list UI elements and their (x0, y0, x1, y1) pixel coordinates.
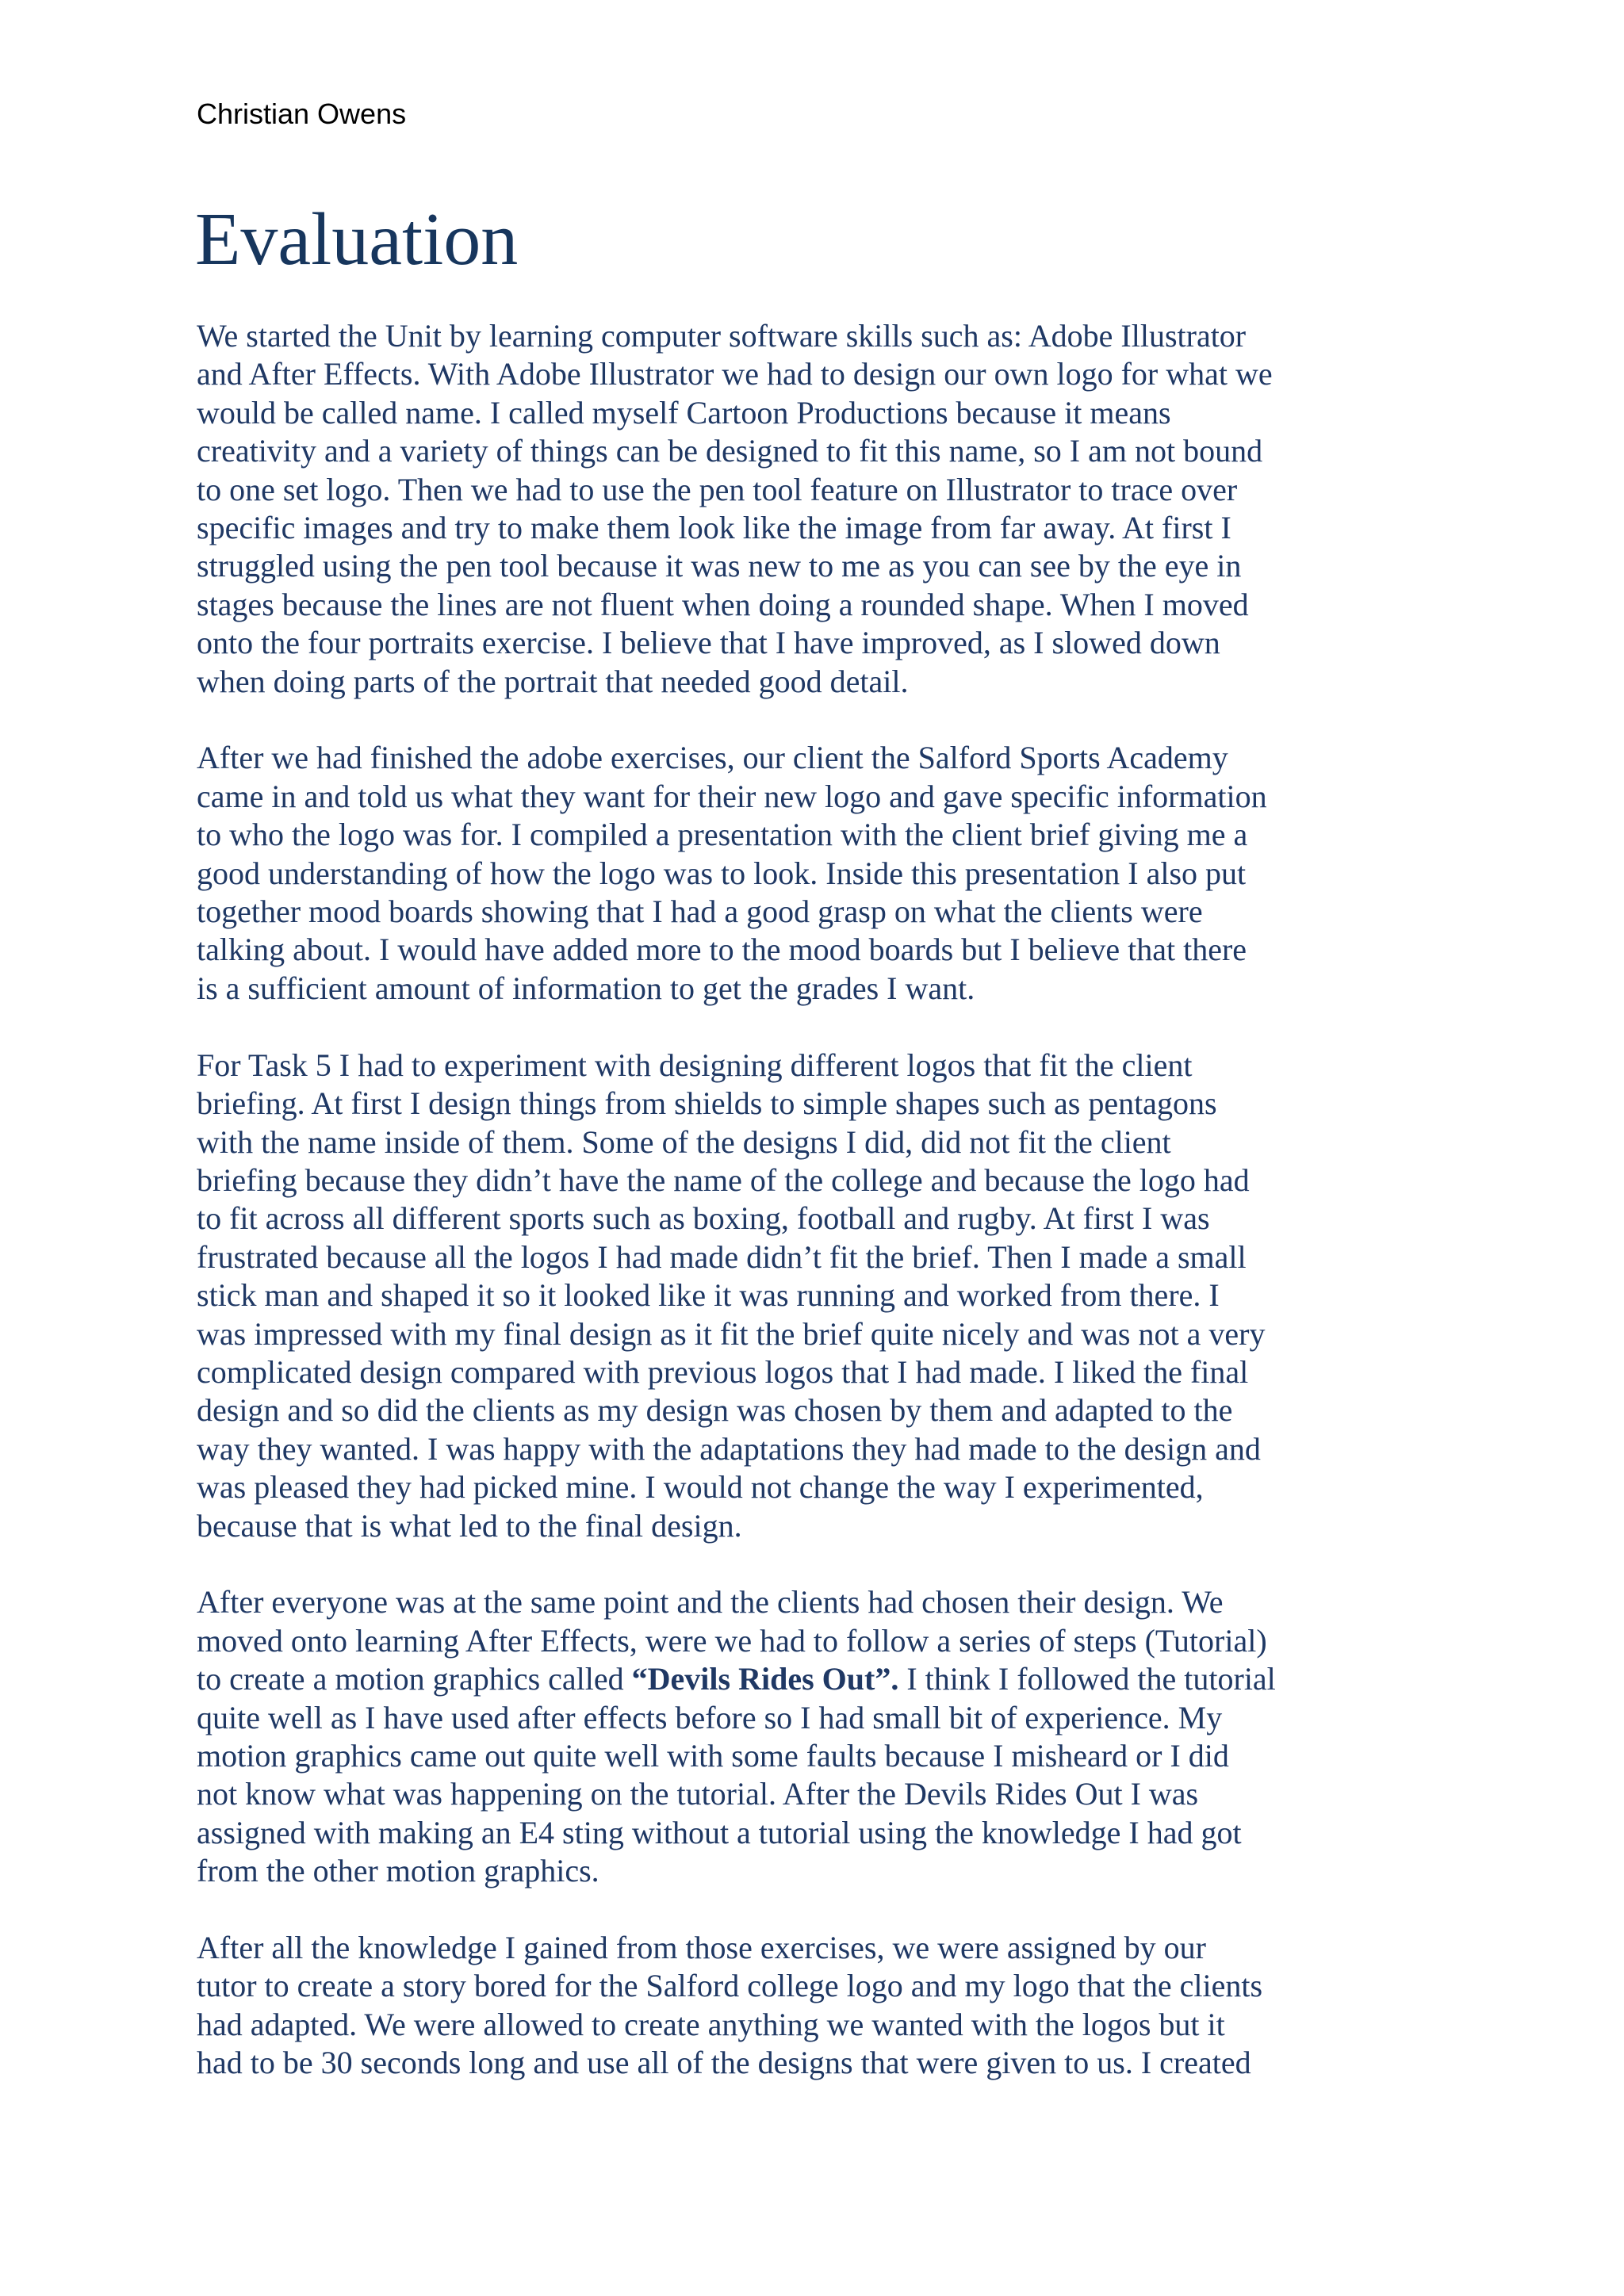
paragraph-line: stages because the lines are not fluent when doing a rounded shape. When I moved (197, 586, 1249, 622)
header-author: Christian Owens (197, 98, 407, 130)
paragraph-4 (197, 1583, 1465, 1890)
paragraph-line: would be called name. I called myself Cartoon Productions because it means (197, 394, 1171, 430)
paragraph-line: from the other motion graphics. (197, 1853, 599, 1889)
paragraph-line: to one set logo. Then we had to use the pen tool feature on Illustrator to trace over (197, 471, 1238, 507)
paragraph-line: motion graphics came out quite well with some faults because I misheard or I did (197, 1737, 1229, 1774)
paragraph-line: quite well as I have used after effects before so I had small bit of experience. My (197, 1699, 1223, 1735)
paragraph-line: came in and told us what they want for their new logo and gave specific information (197, 778, 1267, 814)
paragraph-line: After everyone was at the same point and the clients had chosen their design. We (197, 1584, 1224, 1621)
paragraph-line: not know what was happening on the tutorial. After the Devils Rides Out I was (197, 1776, 1199, 1812)
paragraph-line: creativity and a variety of things can be designed to fit this name, so I am not bound (197, 433, 1263, 469)
bold-title-devils-rides-out: “Devils Rides Out”. (631, 1661, 899, 1697)
paragraph-line: specific images and try to make them look like the image from far away. At first I (197, 510, 1231, 546)
paragraph-line: to who the logo was for. I compiled a presentation with the client brief giving me a (197, 817, 1248, 853)
paragraph-line: good understanding of how the logo was to look. Inside this presentation I also put (197, 855, 1247, 891)
page-title: Evaluation (195, 198, 519, 281)
line-text-after: I think I followed the tutorial (898, 1661, 1276, 1697)
paragraph-line: to fit across all different sports such as boxing, football and rugby. At first I was (197, 1200, 1210, 1237)
paragraph-line: moved onto learning After Effects, were we had to follow a series of steps (Tutorial) (197, 1622, 1267, 1659)
paragraph-line: stick man and shaped it so it looked like it was running and worked from there. I (197, 1277, 1220, 1314)
paragraph-5 (197, 1929, 1465, 2083)
paragraph-line: with the name inside of them. Some of the designs I did, did not fit the client (197, 1123, 1171, 1160)
paragraph-line: when doing parts of the portrait that needed good detail. (197, 663, 909, 699)
document-body (197, 317, 1465, 2121)
paragraph-line: frustrated because all the logos I had made didn’t fit the brief. Then I made a small (197, 1238, 1247, 1275)
paragraph-line: onto the four portraits exercise. I believe that I have improved, as I slowed down (197, 625, 1220, 661)
paragraph-line-mixed (197, 1660, 1465, 1698)
paragraph-line: had adapted. We were allowed to create anything we wanted with the logos but it (197, 2006, 1225, 2042)
paragraph-3 (197, 1047, 1465, 1545)
paragraph-line: is a sufficient amount of information to get the grades I want. (197, 970, 975, 1006)
paragraph-line: way they wanted. I was happy with the adaptations they had made to the design and (197, 1430, 1261, 1467)
line-text-before: to create a motion graphics called (197, 1661, 632, 1697)
paragraph-line: complicated design compared with previous logos that I had made. I liked the final (197, 1353, 1249, 1390)
paragraph-line: assigned with making an E4 sting without a tutorial using the knowledge I had got (197, 1814, 1242, 1850)
paragraph-line: We started the Unit by learning computer software skills such as: Adobe Illustrator (197, 318, 1247, 354)
paragraph-2 (197, 739, 1465, 1008)
paragraph-line: had to be 30 seconds long and use all of the designs that were given to us. I created (197, 2045, 1251, 2081)
paragraph-line: After all the knowledge I gained from those exercises, we were assigned by our (197, 1930, 1206, 1965)
paragraph-line: because that is what led to the final design. (197, 1507, 742, 1544)
paragraph-line: talking about. I would have added more to the mood boards but I believe that there (197, 932, 1247, 968)
paragraph-line: together mood boards showing that I had a good grasp on what the clients were (197, 894, 1203, 930)
paragraph-line: For Task 5 I had to experiment with designing different logos that fit the client (197, 1047, 1193, 1083)
paragraph-line: briefing because they didn’t have the name of the college and because the logo had (197, 1161, 1250, 1198)
paragraph-line: tutor to create a story bored for the Salford college logo and my logo that the clients (197, 1968, 1263, 2004)
paragraph-line: briefing. At first I design things from shields to simple shapes such as pentagons (197, 1085, 1217, 1122)
paragraph-1 (197, 317, 1465, 701)
paragraph-line: struggled using the pen tool because it was new to me as you can see by the eye in (197, 548, 1242, 584)
paragraph-line: and After Effects. With Adobe Illustrator we had to design our own logo for what we (197, 356, 1273, 392)
paragraph-line: was impressed with my final design as it fit the brief quite nicely and was not a very (197, 1315, 1266, 1352)
paragraph-line: design and so did the clients as my design was chosen by them and adapted to the (197, 1392, 1233, 1429)
paragraph-line: After we had finished the adobe exercises, our client the Salford Sports Academy (197, 740, 1228, 776)
paragraph-line: was pleased they had picked mine. I would not change the way I experimented, (197, 1469, 1204, 1506)
